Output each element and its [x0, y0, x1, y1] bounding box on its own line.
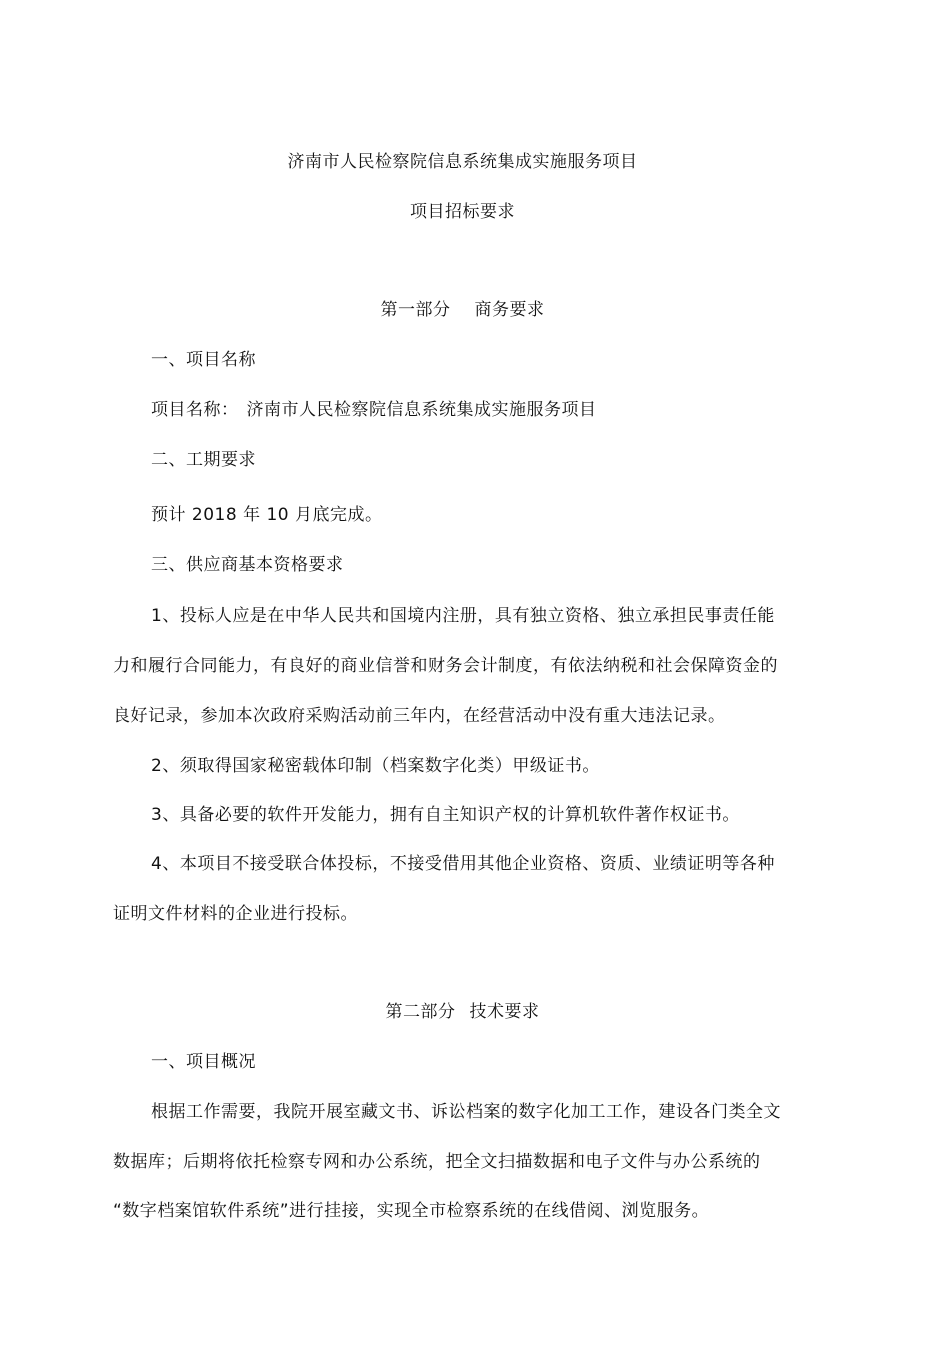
requirement-2: 2、须取得国家秘密载体印制（档案数字化类）甲级证书。 [151, 756, 600, 776]
section-heading-schedule: 二、工期要求 [151, 450, 256, 470]
requirement-4-line2: 证明文件材料的企业进行投标。 [113, 904, 358, 924]
requirement-1-line2: 力和履行合同能力，有良好的商业信誉和财务会计制度，有依法纳税和社会保障资金的 [113, 656, 778, 676]
schedule-text: 预计 2018 年 10 月底完成。 [151, 505, 383, 525]
part1-heading-number: 第一部分 [380, 300, 451, 320]
section-heading-project-name: 一、项目名称 [151, 350, 256, 370]
requirement-3: 3、具备必要的软件开发能力，拥有自主知识产权的计算机软件著作权证书。 [151, 805, 740, 825]
part1-heading-text: 商务要求 [474, 300, 545, 320]
section-heading-overview: 一、项目概况 [151, 1052, 256, 1072]
overview-paragraph-line3: “数字档案馆软件系统”进行挂接，实现全市检察系统的在线借阅、浏览服务。 [113, 1201, 710, 1221]
project-name-value: 济南市人民检察院信息系统集成实施服务项目 [246, 400, 597, 420]
part2-heading-text: 技术要求 [469, 1002, 540, 1022]
overview-paragraph-line2: 数据库；后期将依托检察专网和办公系统，把全文扫描数据和电子文件与办公系统的 [113, 1152, 761, 1172]
part1-heading [0, 298, 925, 322]
part2-heading-number: 第二部分 [385, 1002, 456, 1022]
project-name-label: 项目名称： [151, 400, 239, 420]
requirement-1-line3: 良好记录，参加本次政府采购活动前三年内，在经营活动中没有重大违法记录。 [113, 706, 726, 726]
document-title: 济南市人民检察院信息系统集成实施服务项目 [287, 152, 638, 172]
requirement-4-line1: 4、本项目不接受联合体投标，不接受借用其他企业资格、资质、业绩证明等各种 [151, 854, 775, 874]
overview-paragraph-line1: 根据工作需要，我院开展室藏文书、诉讼档案的数字化加工工作，建设各门类全文 [151, 1102, 781, 1122]
requirement-1-line1: 1、投标人应是在中华人民共和国境内注册，具有独立资格、独立承担民事责任能 [151, 606, 775, 626]
project-name-line [151, 398, 597, 422]
document-subtitle: 项目招标要求 [410, 202, 515, 222]
part2-heading [0, 1000, 925, 1024]
section-heading-qualification: 三、供应商基本资格要求 [151, 555, 344, 575]
